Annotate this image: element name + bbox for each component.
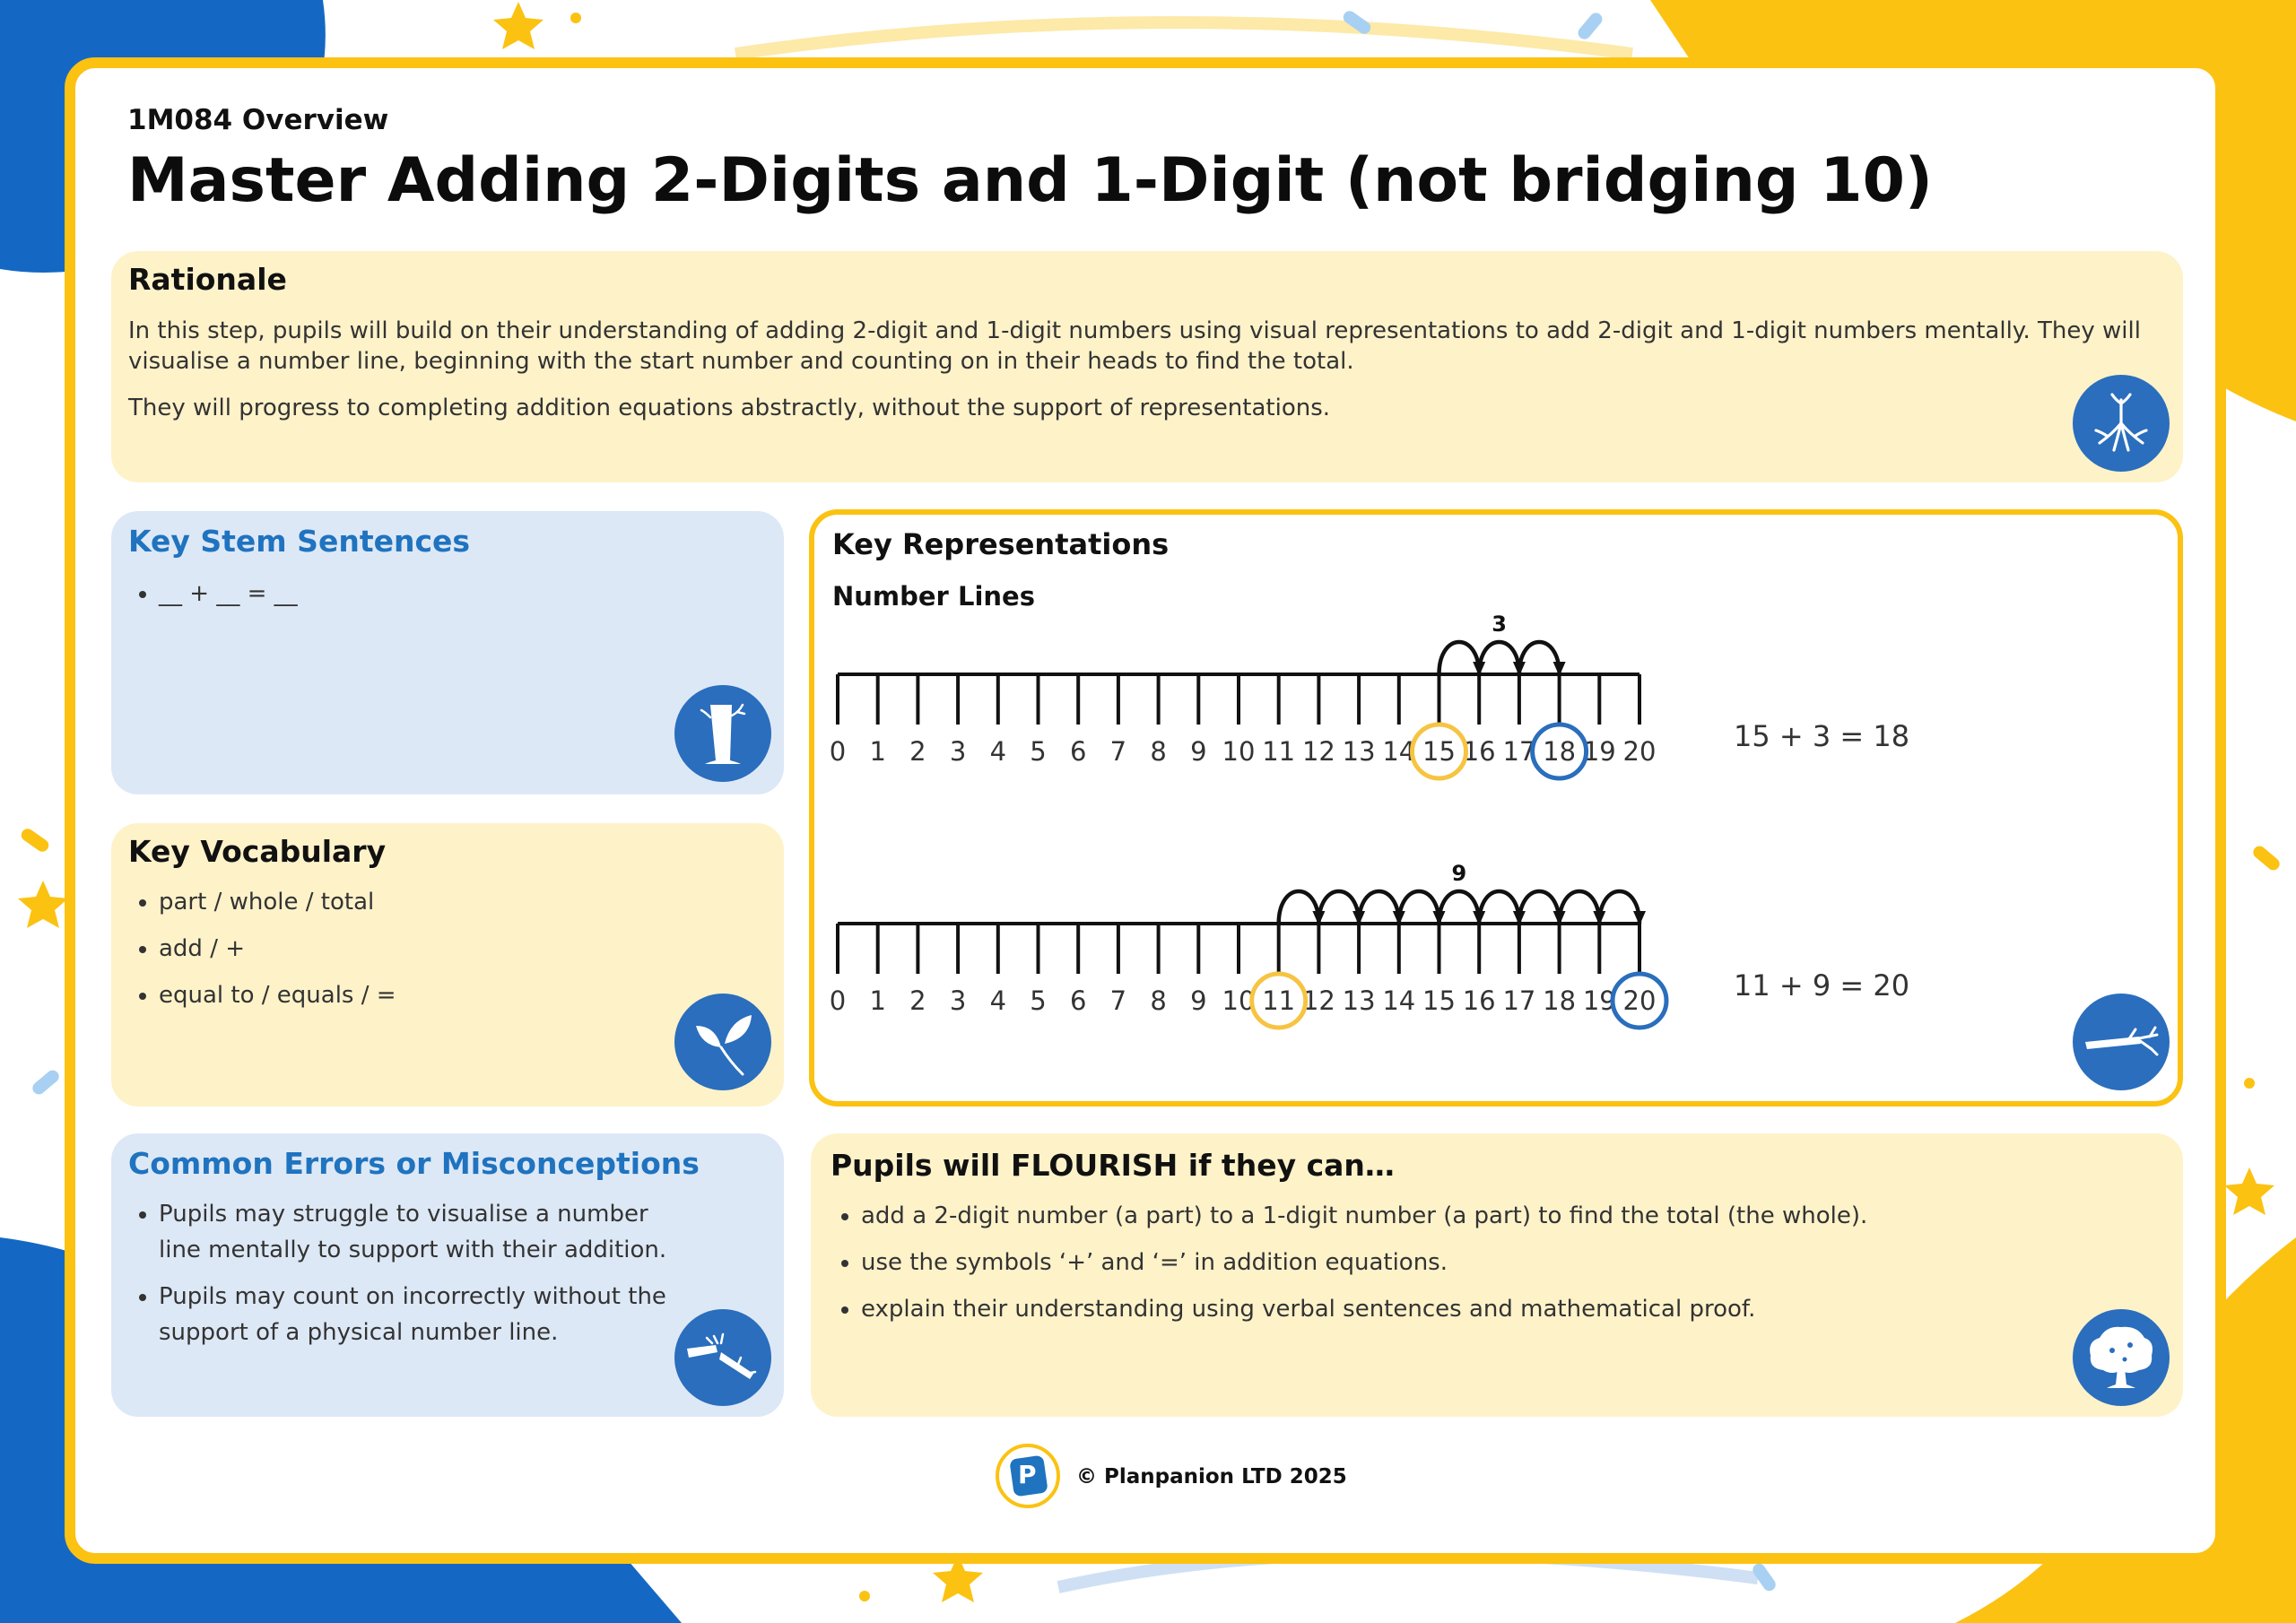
jump-arc: [1439, 891, 1480, 924]
number-lines-subheading: Number Lines: [832, 581, 1035, 612]
tick-label: 18: [1543, 985, 1577, 1016]
list-item: • add / +: [159, 931, 679, 967]
tick-label: 3: [949, 736, 967, 767]
tick-label: 3: [949, 985, 967, 1016]
jump-count-label: 9: [1451, 861, 1467, 886]
planpanion-logo: [996, 1444, 1060, 1508]
leaves-icon: [674, 994, 771, 1090]
jump-arc: [1519, 642, 1560, 674]
list-item: • explain their understanding using verbal sentences and mathematical proof.: [861, 1291, 2117, 1327]
errors-heading: Common Errors or Misconceptions: [128, 1146, 700, 1181]
tick-label: 9: [1190, 736, 1207, 767]
tick-label: 19: [1582, 736, 1616, 767]
tick-label: 4: [989, 985, 1007, 1016]
jump-arc: [1519, 891, 1560, 924]
tick-label: 0: [829, 736, 847, 767]
tick-label: 11: [1262, 736, 1296, 767]
tick-label: 17: [1502, 736, 1536, 767]
branch-icon: [2073, 994, 2170, 1090]
tick-label: 7: [1109, 736, 1127, 767]
tick-label: 12: [1301, 736, 1335, 767]
tick-label: 17: [1502, 985, 1536, 1016]
list-item: • equal to / equals / =: [159, 977, 679, 1013]
tick-label: 10: [1222, 736, 1256, 767]
tree-icon: [2073, 1309, 2170, 1406]
jump-arc: [1439, 642, 1480, 674]
number-line-2: [825, 850, 1686, 1038]
list-item: • use the symbols ‘+’ and ‘=’ in addition equations.: [861, 1245, 2117, 1280]
tick-label: 0: [829, 985, 847, 1016]
trunk-icon: [674, 685, 771, 782]
list-item: • Pupils may count on incorrectly without the support of a physical number line.: [159, 1279, 697, 1350]
tick-label: 19: [1582, 985, 1616, 1016]
copyright-text: © Planpanion LTD 2025: [1076, 1465, 1347, 1488]
tick-label: 8: [1150, 736, 1167, 767]
tick-label: 5: [1030, 985, 1047, 1016]
page-title: Master Adding 2-Digits and 1-Digit (not bridging 10): [127, 145, 1933, 216]
jump-count-label: 3: [1492, 612, 1507, 637]
errors-list: [128, 1196, 697, 1361]
stem-sentences-heading: Key Stem Sentences: [128, 524, 471, 559]
equation-2: 11 + 9 = 20: [1734, 968, 1910, 1002]
tick-label: 20: [1622, 736, 1657, 767]
tick-label: 10: [1222, 985, 1256, 1016]
flourish-list: [831, 1198, 2117, 1338]
tick-label: 20: [1622, 985, 1657, 1016]
tick-label: 2: [909, 736, 926, 767]
flourish-heading: Pupils will FLOURISH if they can…: [831, 1148, 1395, 1183]
jump-arc: [1560, 891, 1600, 924]
tick-label: 14: [1382, 985, 1416, 1016]
roots-icon: [2073, 375, 2170, 472]
jump-arc: [1359, 891, 1399, 924]
tick-label: 14: [1382, 736, 1416, 767]
rationale-paragraph-1: In this step, pupils will build on their understanding of adding 2-digit and 1-digit numbers using visual representations to add 2-digit and 1-digit numbers mentally. They will visualise a number line, beginning with the start number and counting on in their heads to find the total.: [128, 317, 2141, 375]
tick-label: 1: [869, 736, 886, 767]
tick-label: 2: [909, 985, 926, 1016]
jump-arc: [1399, 891, 1439, 924]
tick-label: 9: [1190, 985, 1207, 1016]
representations-heading: Key Representations: [832, 527, 1170, 561]
logo-letter: P: [1018, 1460, 1037, 1489]
tick-label: 4: [989, 736, 1007, 767]
tick-label: 5: [1030, 736, 1047, 767]
equation-1: 15 + 3 = 18: [1734, 719, 1910, 753]
tick-label: 6: [1069, 736, 1087, 767]
list-item: • __ + __ = __: [159, 576, 661, 612]
tick-label: 13: [1342, 985, 1376, 1016]
rationale-paragraph-2: They will progress to completing addition equations abstractly, without the support of representations.: [128, 395, 1331, 421]
tick-label: 15: [1422, 736, 1456, 767]
jump-arc: [1479, 642, 1519, 674]
jump-arc: [1279, 891, 1319, 924]
broken-branch-icon: [674, 1309, 771, 1406]
list-item: • Pupils may struggle to visualise a number line mentally to support with their addition.: [159, 1196, 697, 1268]
list-item: • add a 2-digit number (a part) to a 1-digit number (a part) to find the total (the whole).: [861, 1198, 2117, 1234]
tick-label: 1: [869, 985, 886, 1016]
tick-label: 13: [1342, 736, 1376, 767]
list-item: • part / whole / total: [159, 884, 679, 920]
lesson-code: 1M084 Overview: [127, 104, 389, 136]
number-line-1: [825, 601, 1686, 789]
jump-arc: [1318, 891, 1359, 924]
jump-arc: [1479, 891, 1519, 924]
stem-sentences-list: [128, 576, 661, 622]
vocabulary-list: [128, 884, 679, 1024]
tick-label: 15: [1422, 985, 1456, 1016]
vocabulary-heading: Key Vocabulary: [128, 834, 387, 869]
tick-label: 16: [1462, 736, 1496, 767]
tick-label: 8: [1150, 985, 1167, 1016]
rationale-heading: Rationale: [128, 262, 287, 297]
tick-label: 12: [1301, 985, 1335, 1016]
jump-arc: [1599, 891, 1639, 924]
tick-label: 18: [1543, 736, 1577, 767]
tick-label: 7: [1109, 985, 1127, 1016]
tick-label: 6: [1069, 985, 1087, 1016]
tick-label: 11: [1262, 985, 1296, 1016]
tick-label: 16: [1462, 985, 1496, 1016]
